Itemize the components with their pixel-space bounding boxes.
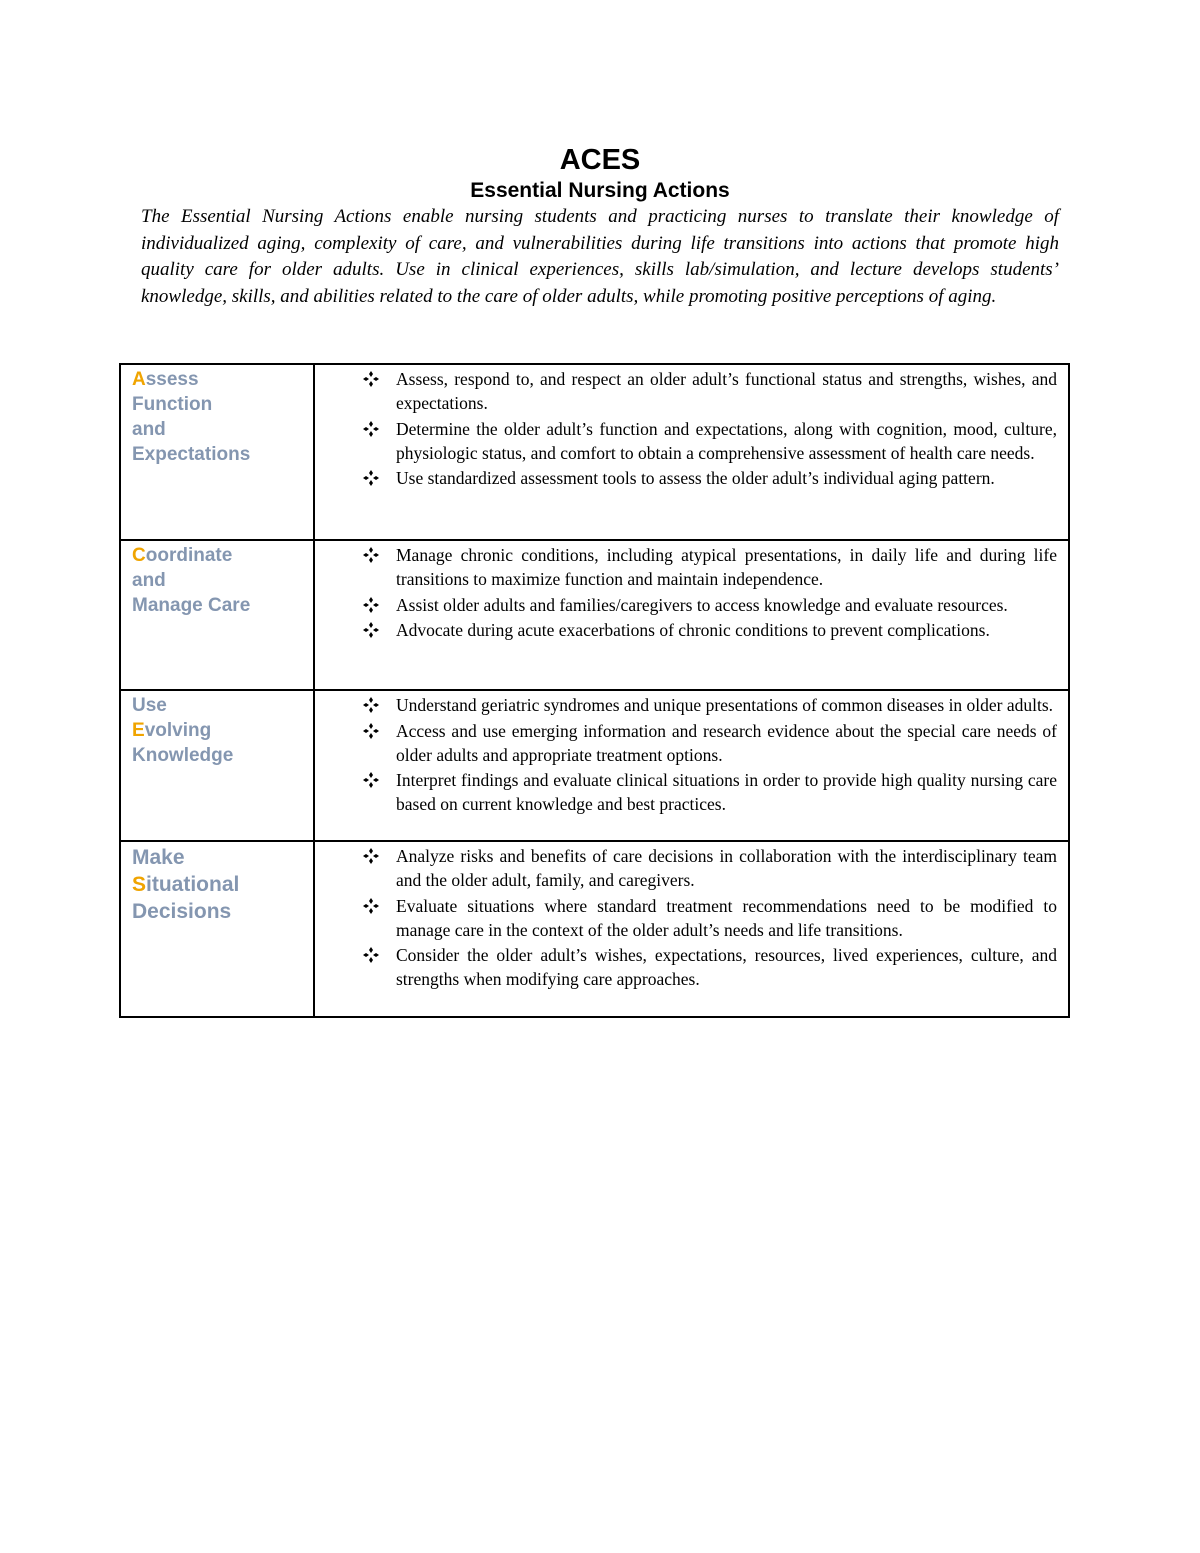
list-item: Manage chronic conditions, including atypical presentations, in daily life and during life transitions to maximize function and maintain independence. [315, 543, 1057, 591]
four-diamond-bullet-icon [361, 719, 381, 743]
category-cell [120, 364, 314, 540]
action-list [315, 367, 1057, 490]
list-item: Consider the older adult’s wishes, expectations, resources, lived experiences, culture, and strengths when modifying care approaches. [315, 943, 1057, 991]
category-line: Manage Care [132, 595, 251, 616]
actions-cell [314, 690, 1069, 841]
four-diamond-bullet-icon [361, 417, 381, 441]
four-diamond-bullet-icon [361, 693, 381, 717]
list-item: Determine the older adult’s function and expectations, along with cognition, mood, culture, physiologic status, and comfort to obtain a comprehensive assessment of health care needs. [315, 417, 1057, 465]
category-line: Make [132, 846, 185, 869]
category-line: Expectations [132, 444, 251, 465]
actions-cell [314, 540, 1069, 690]
actions-cell [314, 364, 1069, 540]
category-cell [120, 690, 314, 841]
four-diamond-bullet-icon [361, 943, 381, 967]
category-cell [120, 841, 314, 1017]
four-diamond-bullet-icon [361, 593, 381, 617]
category-line: Use [132, 695, 167, 716]
list-item: Assist older adults and families/caregivers to access knowledge and evaluate resources. [315, 593, 1057, 617]
category-cell [120, 540, 314, 690]
table-row [120, 690, 1069, 841]
table-row [120, 540, 1069, 690]
category-line: Coordinate [132, 545, 233, 566]
action-list [315, 844, 1057, 991]
list-item: Analyze risks and benefits of care decisions in collaboration with the interdisciplinary team and the older adult, family, and caregivers. [315, 844, 1057, 892]
list-item: Understand geriatric syndromes and unique presentations of common diseases in older adults. [315, 693, 1057, 717]
category-line: and [132, 419, 166, 440]
four-diamond-bullet-icon [361, 844, 381, 868]
document-subtitle: Essential Nursing Actions [470, 179, 730, 202]
category-line: Assess [132, 369, 199, 390]
intro-paragraph: The Essential Nursing Actions enable nursing students and practicing nurses to translate their knowledge of individualized aging, complexity of care, and vulnerabilities during life transitions into actions that promote high quality care for older adults. Use in clinical experiences, skills lab/simulation, and lecture develops students’ knowledge, skills, and abilities related to the care of older adults, while promoting positive perceptions of aging. [141, 206, 1059, 307]
action-list [315, 543, 1057, 642]
list-item: Use standardized assessment tools to assess the older adult’s individual aging pattern. [315, 466, 1057, 490]
category-line: Situational [132, 873, 240, 896]
four-diamond-bullet-icon [361, 894, 381, 918]
four-diamond-bullet-icon [361, 367, 381, 391]
category-line: Decisions [132, 900, 232, 923]
list-item: Advocate during acute exacerbations of chronic conditions to prevent complications. [315, 618, 1057, 642]
table-row [120, 364, 1069, 540]
aces-table [119, 363, 1070, 1018]
category-line: and [132, 570, 166, 591]
table-row [120, 841, 1069, 1017]
four-diamond-bullet-icon [361, 618, 381, 642]
list-item: Interpret findings and evaluate clinical situations in order to provide high quality nursing care based on current knowledge and best practices. [315, 768, 1057, 816]
category-line: Function [132, 394, 213, 415]
list-item: Assess, respond to, and respect an older adult’s functional status and strengths, wishes, and expectations. [315, 367, 1057, 415]
list-item: Evaluate situations where standard treatment recommendations need to be modified to manage care in the context of the older adult’s needs and life transitions. [315, 894, 1057, 942]
document-title: ACES [559, 144, 641, 176]
four-diamond-bullet-icon [361, 466, 381, 490]
actions-cell [314, 841, 1069, 1017]
four-diamond-bullet-icon [361, 768, 381, 792]
action-list [315, 693, 1057, 816]
list-item: Access and use emerging information and research evidence about the special care needs of older adults and appropriate treatment options. [315, 719, 1057, 767]
four-diamond-bullet-icon [361, 543, 381, 567]
category-line: Knowledge [132, 745, 234, 766]
category-line: Evolving [132, 720, 212, 741]
